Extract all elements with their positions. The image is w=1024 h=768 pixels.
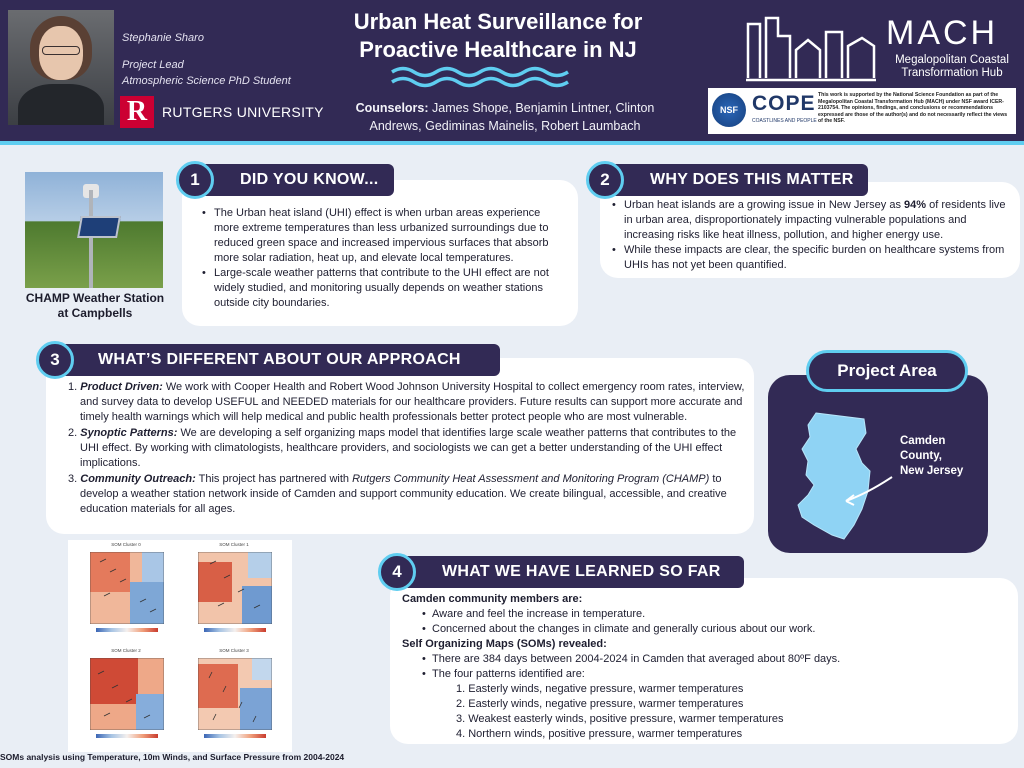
section-3-header: WHAT’S DIFFERENT ABOUT OUR APPROACH — [54, 344, 500, 376]
did-you-know-card — [182, 180, 578, 326]
poster-title — [318, 8, 678, 64]
nsf-seal-icon: NSF — [712, 93, 746, 127]
som-cluster-panel: SOM Cluster 1 — [186, 542, 282, 640]
list-item: • Concerned about the changes in climate and generally curious about our work. — [402, 622, 1012, 637]
rutgers-logo — [120, 96, 324, 128]
pattern-item: 3. Weakest easterly winds, positive pressure, warmer temperatures — [456, 713, 784, 725]
section-1-number: 1 — [176, 161, 214, 199]
list-item: • While these impacts are clear, the specific burden on healthcare systems from UHIs has not yet been quantified. — [612, 243, 1014, 273]
list-item: • There are 384 days between 2004-2024 in Camden that averaged about 80ºF days. — [402, 652, 1012, 667]
learned-card — [390, 578, 1018, 744]
section-4-header: WHAT WE HAVE LEARNED SO FAR — [398, 556, 744, 588]
list-item: • Urban heat islands are a growing issue in New Jersey as 94% of residents live in urban area, disproportionately impacting vulnerable populations and increasing risks like heat illness, pollution, and higher energy use. — [612, 198, 1014, 243]
camden-label: Camden County, New Jersey — [900, 435, 964, 477]
presenter-program: Atmospheric Science PhD Student — [122, 75, 291, 87]
weather-station-photo — [25, 172, 163, 288]
title-line-2: Proactive Healthcare in NJ — [359, 37, 637, 62]
counselors-names: James Shope, Benjamin Lintner, Clinton Andrews, Gediminas Mainelis, Robert Laumbach — [369, 101, 655, 133]
cope-logo: COPE — [752, 92, 816, 115]
section-3-number: 3 — [36, 341, 74, 379]
approach-item: 3. Community Outreach: This project has partnered with Rutgers Community Heat Assessment and Monitoring Program (CHAMP) to develop a weather station network inside of Camden and support community education. We create bilingual, accessible, and creative education materials for all ages. — [68, 473, 727, 515]
waves-icon — [388, 64, 574, 90]
list-item: • The Urban heat island (UHI) effect is when urban areas experience more extreme temperatures than less urbanized surroundings due to reduced green space and increased impervious surfaces that absorb more solar radiation, heat up, and elevate local temperatures. — [202, 206, 568, 266]
cope-tagline: COASTLINES AND PEOPLE — [752, 118, 817, 124]
learned-heading-1: Camden community members are: — [402, 593, 583, 605]
learned-heading-2: Self Organizing Maps (SOMs) revealed: — [402, 638, 607, 650]
rutgers-r-icon: R — [120, 96, 154, 128]
university-name: RUTGERS UNIVERSITY — [162, 104, 324, 120]
pattern-item: 2. Easterly winds, negative pressure, warmer temperatures — [456, 698, 744, 710]
section-4-number: 4 — [378, 553, 416, 591]
som-figure — [68, 540, 292, 752]
section-2-header: WHY DOES THIS MATTER — [606, 164, 868, 196]
photo-caption: CHAMP Weather Station at Campbells — [25, 291, 165, 320]
section-1-header: DID YOU KNOW... — [196, 164, 394, 196]
section-2-number: 2 — [586, 161, 624, 199]
funding-box — [708, 88, 1016, 134]
project-area-title: Project Area — [806, 350, 968, 392]
approach-item: 2. Synoptic Patterns: We are developing a self organizing maps model that identifies large scale weather patterns that contributes to the UHI effect. By working with climatologists, healthcare providers, and sociologists we can get a better understanding of the UHI effect implications. — [68, 427, 737, 469]
presenter-photo — [8, 10, 114, 125]
mach-skyline-icon — [746, 16, 876, 82]
som-cluster-panel: SOM Cluster 3 — [186, 648, 282, 746]
list-item: • Aware and feel the increase in temperature. — [402, 607, 1012, 622]
poster-header — [0, 0, 1024, 141]
presenter-name: Stephanie Sharo — [122, 32, 204, 44]
approach-card — [46, 358, 754, 534]
header-divider — [0, 141, 1024, 145]
funding-statement: This work is supported by the National Science Foundation as part of the Megalopolitan Coastal Transformation Hub (MACH) under NSF award ICER-2103754. The opinions, findings, and conclusions or recommendations expressed are those of the author(s) and do not necessarily reflect the views of the NSF. — [818, 92, 1008, 125]
counselors — [340, 99, 670, 135]
list-item: • Large-scale weather patterns that contribute to the UHI effect are not widely studied, and monitoring usually depends on weather stations outside city boundaries. — [202, 266, 568, 311]
mach-wordmark: MACH — [886, 14, 999, 52]
list-item: • The four patterns identified are: — [402, 667, 1012, 682]
presenter-role: Project Lead — [122, 59, 184, 71]
som-cluster-panel: SOM Cluster 0 — [78, 542, 174, 640]
approach-item: 1. Product Driven: We work with Cooper Health and Robert Wood Johnson University Hospital to collect emergency room rates, interview, and survey data to develop USEFUL and NEEDED materials for our healthcare providers. Future results can support more accurate and timely health warnings which will help medical and public health professionals better protect people who are most vulnerable. — [68, 381, 745, 423]
mach-subtitle: Megalopolitan Coastal Transformation Hub — [895, 54, 1009, 79]
counselors-label: Counselors: — [355, 101, 429, 115]
why-matter-card — [600, 182, 1020, 278]
som-cluster-panel: SOM Cluster 2 — [78, 648, 174, 746]
pattern-item: 1. Easterly winds, negative pressure, warmer temperatures — [456, 683, 744, 695]
pattern-item: 4. Northern winds, positive pressure, warmer temperatures — [456, 728, 743, 740]
som-caption: SOMs analysis using Temperature, 10m Winds, and Surface Pressure from 2004-2024 — [0, 752, 345, 762]
title-line-1: Urban Heat Surveillance for — [353, 9, 643, 34]
